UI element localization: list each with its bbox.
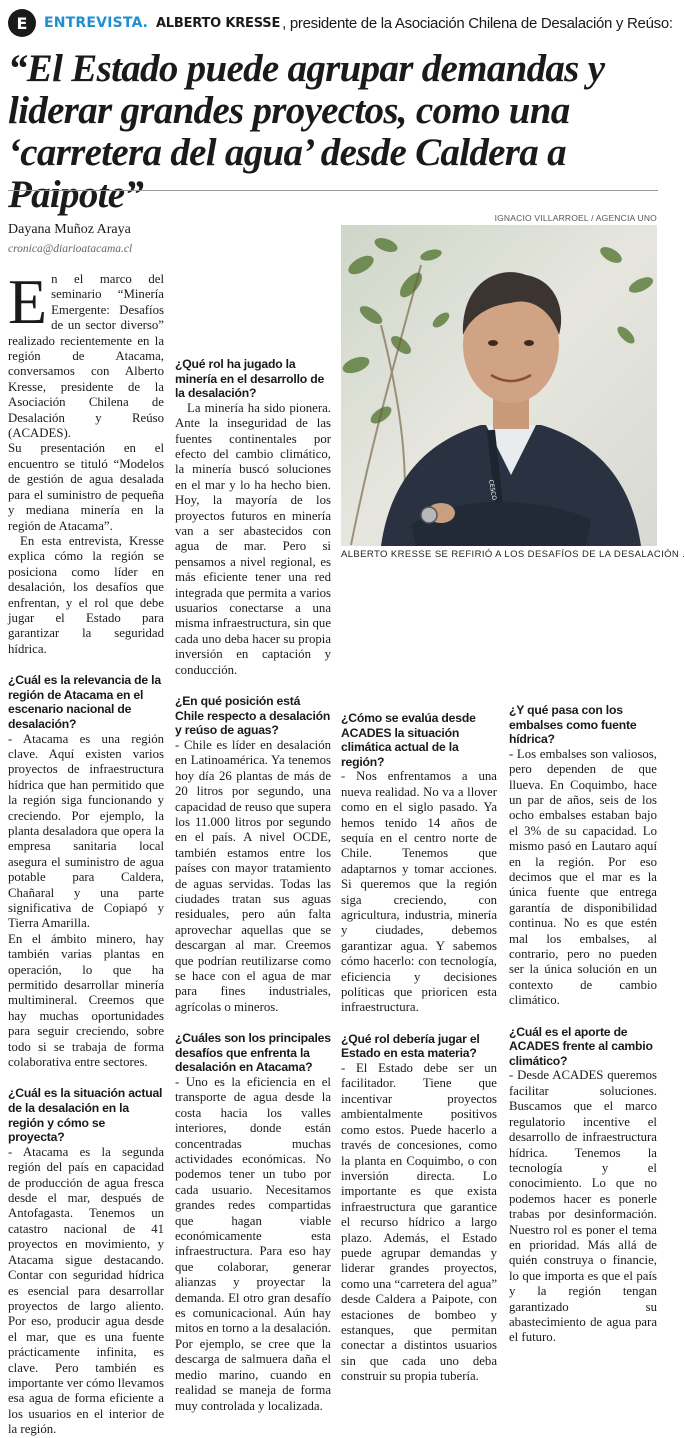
headline-divider xyxy=(8,190,658,191)
question-heading: ¿Cuál es el aporte de ACADES frente al cambio climático? xyxy=(509,1024,653,1068)
author-name: Dayana Muñoz Araya xyxy=(8,222,131,237)
answer-paragraph: - Chile es líder en desalación en Latinoamérica. Ya tenemos hoy día 26 plantas de más de 20 litros por segundo, una capacidad de reuso que supera los 11.000 litros por segundo en el país. A nivel OCDE, también estamos entre los países con mayor tratamiento de aguas servidas. Todas las ciudades tratan sus aguas residuales, pero aún falta aprovechar aquellas que se descargan al mar. Creemos que podrían reutilizarse como se hace con el agua de mar para fines industriales, agrícolas o mineros. xyxy=(175,737,331,1014)
article-column-3 xyxy=(341,583,497,1384)
answer-paragraph: - El Estado debe ser un facilitador. Tiene que incentivar proyectos ambientalmente positivos como estos. Puede hacerlo a través de concesiones, como la planta en Coquimbo, o con inversión directa. Lo importante es que exista infraestructura que garantice el recurso hídrico a largo plazo. Además, el Estado puede agrupar demandas y liderar grandes proyectos, como una “carretera del agua” desde Caldera a Paipote, con estaciones de bombeo y estanques, que permitan conectar a distintos usuarios sin que cada uno deba construir su propia tubería. xyxy=(341,1061,497,1384)
section-header xyxy=(8,8,673,38)
question-heading: ¿Y qué pasa con los embalses como fuente hídrica? xyxy=(509,703,637,747)
answer-paragraph: - Nos enfrentamos a una nueva realidad. No va a llover como en el siglo pasado. Ya hemos tenido 14 años de sequía en el centro norte de Chile. Tenemos que adaptarnos y tomar acciones. Si queremos que la región siga creciendo, con agricultura, industria, minería y ciudades, debemos garantizar agua. Y sabemos cómo hacerlo: con tecnología, eficiencia y decisiones políticas que prioricen esta infraestructura. xyxy=(341,769,497,1015)
article-column-2 xyxy=(175,217,331,1413)
answer-paragraph: La minería ha sido pionera. Ante la inseguridad de las fuentes continentales por efecto del cambio climático, la minería buscó soluciones en el mar y lo ha hecho bien. Hoy, la mayoría de los proyectos futuros en minería van a ser abastecidos con agua de mar. Pero si pensamos a nivel regional, es más eficiente tener una red integrada que permita a varios usuarios conectarse a una misma infraestructura, sin que cada uno deba hacer su propia inversión en captación y conducción. xyxy=(175,400,331,677)
lanyard-text: CESCO xyxy=(487,479,498,501)
headline: “El Estado puede agrupar demandas y liderar grandes proyectos, como una ‘carretera del agua’ desde Caldera a Paipote” xyxy=(8,47,605,216)
article-column-1 xyxy=(8,266,165,1437)
question-heading: ¿Cuáles son los principales desafíos que enfrenta la desalación en Atacama? xyxy=(175,1031,331,1075)
section-badge: E xyxy=(8,9,36,37)
body-paragraph: En esta entrevista, Kresse explica cómo la región se posiciona como líder en desalación, los desafíos que enfrentan, y el rol que debe jugar el Estado para garantizar la seguridad hídrica. xyxy=(8,533,164,656)
photo-credit: IGNACIO VILLARROEL / AGENCIA UNO xyxy=(494,213,657,223)
interviewee-role: , presidente de la Asociación Chilena de Desalación y Reúso: xyxy=(282,14,673,32)
intro-paragraph: En el marco del seminario “Minería Emergente: Desafíos de un sector diverso” realizado recientemente en la región de Atacama, conversamos con Alberto Kresse, presidente de la Asociación Chilena de Desalación y Reúso (ACADES). xyxy=(8,266,164,441)
answer-paragraph: En el ámbito minero, hay también varias plantas en operación, lo que ha permitido desarrollar minería multimineral. Creemos que hay muchas oportunidades para seguir creciendo, sobre todo si se trabaja de forma colaborativa entre sectores. xyxy=(8,931,164,1070)
portrait-photo xyxy=(341,225,657,546)
interviewee-name: ALBERTO KRESSE xyxy=(155,15,281,31)
section-label: ENTREVISTA xyxy=(44,15,143,31)
section-dot: . xyxy=(142,15,148,31)
question-heading: ¿Cuál es la relevancia de la región de Atacama en el escenario nacional de desalación? xyxy=(8,673,161,731)
answer-paragraph: - Atacama es la segunda región del país en capacidad de producción de agua fresca desde el mar, después de Antofagasta. Tenemos un catastro nacional de 41 proyectos en movimiento, y Atacama sigue destacando. Contar con seguridad hídrica es esencial para desarrollar proyectos de largo aliento. Por eso, producir agua desde el mar, que es una fuente prácticamente infinita, es clave. Pero también es importante ver cómo llevamos esa agua de forma eficiente a los usuarios en el interior de la región. xyxy=(8,1144,165,1437)
question-heading: ¿En qué posición está Chile respecto a desalación y reúso de aguas? xyxy=(175,694,331,738)
question-heading: ¿Qué rol ha jugado la minería en el desarrollo de la desalación? xyxy=(175,357,325,401)
answer-paragraph: - Atacama es una región clave. Aquí existen varios proyectos de infraestructura hídrica que han permitido que la región siga funcionando y creciendo. Por ejemplo, la planta desaladora que opera la empresa sanitaria local asegura el suministro de agua potable para Caldera, Chañaral y una parte significativa de Copiapó y Tierra Amarilla. xyxy=(8,731,164,931)
question-heading: ¿Cómo se evalúa desde ACADES la situación climática actual de la región? xyxy=(341,711,476,769)
photo-caption: ALBERTO KRESSE SE REFIRIÓ A LOS DESAFÍOS DE LA DESALACIÓN . xyxy=(341,549,685,560)
body-paragraph: Su presentación en el encuentro se tituló “Modelos de gestión de agua desalada para el suministro de pequeña y mediana minería en la región de Atacama”. xyxy=(8,441,164,533)
portrait-illustration xyxy=(341,225,657,546)
question-heading: ¿Cuál es la situación actual de la desalación en la región y cómo se proyecta? xyxy=(8,1086,163,1145)
answer-paragraph: - Los embalses son valiosos, pero dependen de que llueva. En Coquimbo, hace un par de años, seis de los ocho embalses estaban bajo el 3% de su capacidad. Lo mismo pasó en Lautaro aquí en la región. Por eso decimos que el mar es la única fuente que entrega garantía de disponibilidad continua. No es que estén mal los embalses, al contrario, pero no pueden ser la única solución en un contexto de cambio climático. xyxy=(509,746,657,1008)
author-email: cronica@diarioatacama.cl xyxy=(8,243,133,255)
answer-paragraph: - Uno es la eficiencia en el transporte de agua desde la costa hacia los valles interiores, donde están concentradas muchas actividades económicas. No podemos tener un tubo por cada usuario. Necesitamos grandes redes compartidas que hagan viable económicamente esta infraestructura. Para eso hay que colaborar, generar alianzas y proyectar la demanda. El otro gran desafío es comunicacional. Aún hay mitos en torno a la desalación. Por ejemplo, se cree que la descarga de salmuera daña el medio marino, cuando en realidad se maneja de forma muy controlada y localizada. xyxy=(175,1074,331,1413)
drop-cap: E xyxy=(8,266,48,337)
answer-paragraph: - Desde ACADES queremos facilitar soluciones. Buscamos que el marco regulatorio incentive el desarrollo de infraestructura hídrica. Tenemos la tecnología y el conocimiento. Lo que no podemos hacer es ponerle trabas por desinformación. Nuestro rol es poner el tema en prioridad. Más allá de quién construya o financie, lo que importa es que el país y la región tengan garantizado su abastecimiento de agua para el futuro. xyxy=(509,1068,657,1345)
article-column-4 xyxy=(509,583,657,1345)
question-heading: ¿Qué rol debería jugar el Estado en esta materia? xyxy=(341,1031,480,1061)
